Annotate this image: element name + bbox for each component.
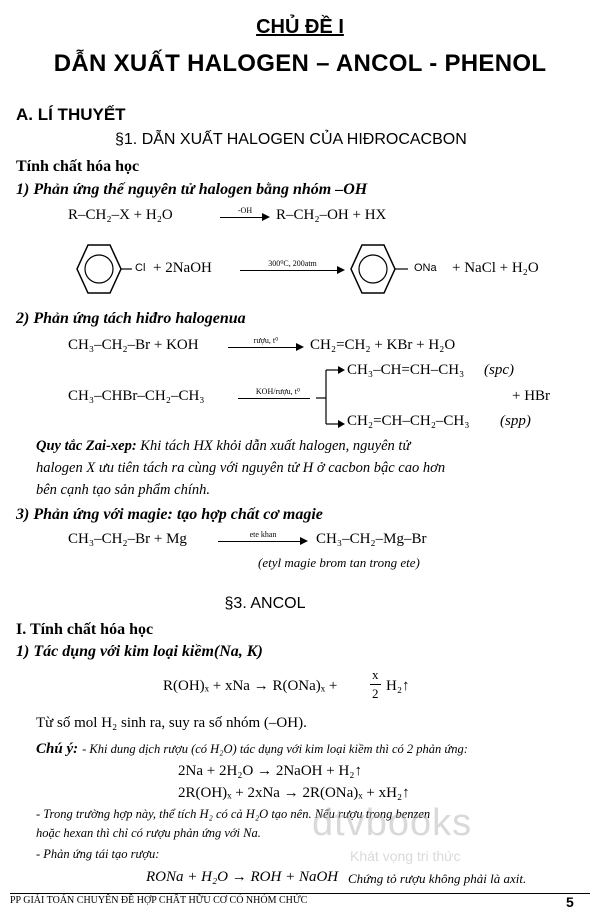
reaction-1-eq-right: R–CH₂–OH + HX bbox=[276, 207, 387, 223]
arrow-condition: ete khan bbox=[249, 530, 277, 539]
arrow-condition: KOH/rượu, t⁰ bbox=[255, 387, 301, 396]
topic-heading: CHỦ ĐỀ I bbox=[256, 16, 344, 38]
benzene-products: + NaCl + H₂O bbox=[452, 260, 539, 276]
footer-text: PP GIẢI TOÁN CHUYÊN ĐỀ HỢP CHẤT HỮU CƠ CÓ NHÓM CHỨC bbox=[10, 895, 308, 906]
side-product-note: (spp) bbox=[500, 413, 531, 429]
note-eq-1: 2Na + 2H₂O → 2NaOH + H₂↑ bbox=[178, 763, 363, 779]
regen-eq: RONa + H₂O → ROH + NaOH bbox=[146, 869, 339, 885]
reaction-2-title: 2) Phản ứng tách hiđro halogenua bbox=[16, 310, 246, 327]
fraction-numerator: x bbox=[372, 667, 379, 682]
reaction-1-title: 1) Phản ứng thế nguyên tử halogen bằng nhóm –OH bbox=[16, 181, 368, 198]
alcohol-eq-left: R(OH)ₓ + xNa → R(ONa)ₓ + bbox=[163, 678, 338, 694]
zaitsev-rule bbox=[36, 435, 586, 457]
reaction-1-eq-left: R–CH₂–X + H₂O bbox=[68, 207, 173, 223]
arrow-condition: -OH bbox=[237, 206, 253, 215]
alcohol-eq-right: H₂↑ bbox=[386, 678, 410, 694]
note-label: Chú ý: bbox=[36, 741, 79, 757]
note-text: - Khi dung dịch rượu (có H₂O) tác dụng với kim loại kiềm thì có 2 phản ứng: bbox=[82, 742, 468, 756]
note-line bbox=[36, 740, 468, 758]
zaitsev-line-1: Khi tách HX khỏi dẫn xuất halogen, nguyên tử bbox=[140, 438, 411, 454]
chlorine-substituent: Cl bbox=[135, 262, 146, 274]
reaction-2-side-product: CH₂=CH–CH₂–CH₃ bbox=[347, 413, 470, 429]
chemical-properties-heading: Tính chất hóa học bbox=[16, 158, 140, 175]
section-a-heading: A. LÍ THUYẾT bbox=[16, 105, 126, 124]
arrow-condition: rượu, t⁰ bbox=[253, 336, 279, 345]
reaction-2-eq2-left: CH₃–CHBr–CH₂–CH₃ bbox=[68, 388, 205, 404]
note-line-3: - Phản ứng tái tạo rượu: bbox=[36, 847, 160, 861]
sodium-phenoxide-structure bbox=[348, 241, 412, 297]
reaction-2-main-product: CH₃–CH=CH–CH₃ bbox=[347, 362, 465, 378]
reaction-3-eq-left: CH₃–CH₂–Br + Mg bbox=[68, 531, 187, 547]
regen-note: Chứng tỏ rượu không phải là axit. bbox=[348, 871, 527, 886]
naoh-reagent: + 2NaOH bbox=[153, 260, 212, 276]
reaction-2-hbr: + HBr bbox=[512, 388, 551, 404]
page-title: DẪN XUẤT HALOGEN – ANCOL - PHENOL bbox=[53, 50, 547, 77]
reaction-2-eq1-left: CH₃–CH₂–Br + KOH bbox=[68, 337, 199, 353]
note-line-2: hoặc hexan thì chỉ có rượu phản ứng với Na. bbox=[36, 826, 261, 840]
reaction-3-title: 3) Phản ứng với magie: tạo hợp chất cơ magie bbox=[16, 506, 323, 523]
section-1-heading: §1. DẪN XUẤT HALOGEN CỦA HIĐROCACBON bbox=[115, 131, 467, 148]
zaitsev-line-3: bên cạnh tạo sản phẩm chính. bbox=[36, 482, 210, 498]
fraction-denominator: 2 bbox=[372, 686, 379, 701]
note-line-1: - Trong trường hợp này, thể tích H₂ có cả H₂O tạo nên. Nếu rượu trong benzen bbox=[36, 807, 431, 821]
main-product-note: (spc) bbox=[484, 362, 514, 378]
zaitsev-label: Quy tắc Zai-xep: bbox=[36, 438, 137, 454]
footer-rule bbox=[10, 893, 590, 894]
arrow-condition: 300⁰C, 200atm bbox=[268, 259, 317, 268]
branch-arrow bbox=[316, 362, 346, 432]
watermark-tagline: Khát vọng tri thức bbox=[350, 848, 461, 864]
alcohol-properties-heading: I. Tính chất hóa học bbox=[16, 621, 154, 638]
reaction-2-eq1-right: CH₂=CH₂ + KBr + H₂O bbox=[310, 337, 456, 353]
section-3-heading: §3. ANCOL bbox=[224, 595, 306, 612]
reaction-3-note: (etyl magie brom tan trong ete) bbox=[258, 555, 420, 570]
page-number: 5 bbox=[566, 894, 574, 910]
oh-group-text: Từ số mol H₂ sinh ra, suy ra số nhóm (–OH). bbox=[36, 715, 307, 731]
alcohol-reaction-1-title: 1) Tác dụng với kim loại kiềm(Na, K) bbox=[16, 643, 263, 660]
chlorobenzene-structure bbox=[74, 241, 134, 297]
zaitsev-line-2: halogen X ưu tiên tách ra cùng với nguyên tử H ở cacbon bậc cao hơn bbox=[36, 460, 446, 476]
watermark-brand: dtvbooks bbox=[312, 802, 473, 844]
ona-substituent: ONa bbox=[414, 262, 437, 274]
note-eq-2: 2R(OH)ₓ + 2xNa → 2R(ONa)ₓ + xH₂↑ bbox=[178, 785, 410, 801]
fraction-bar bbox=[370, 684, 381, 685]
reaction-3-eq-right: CH₃–CH₂–Mg–Br bbox=[316, 531, 427, 547]
